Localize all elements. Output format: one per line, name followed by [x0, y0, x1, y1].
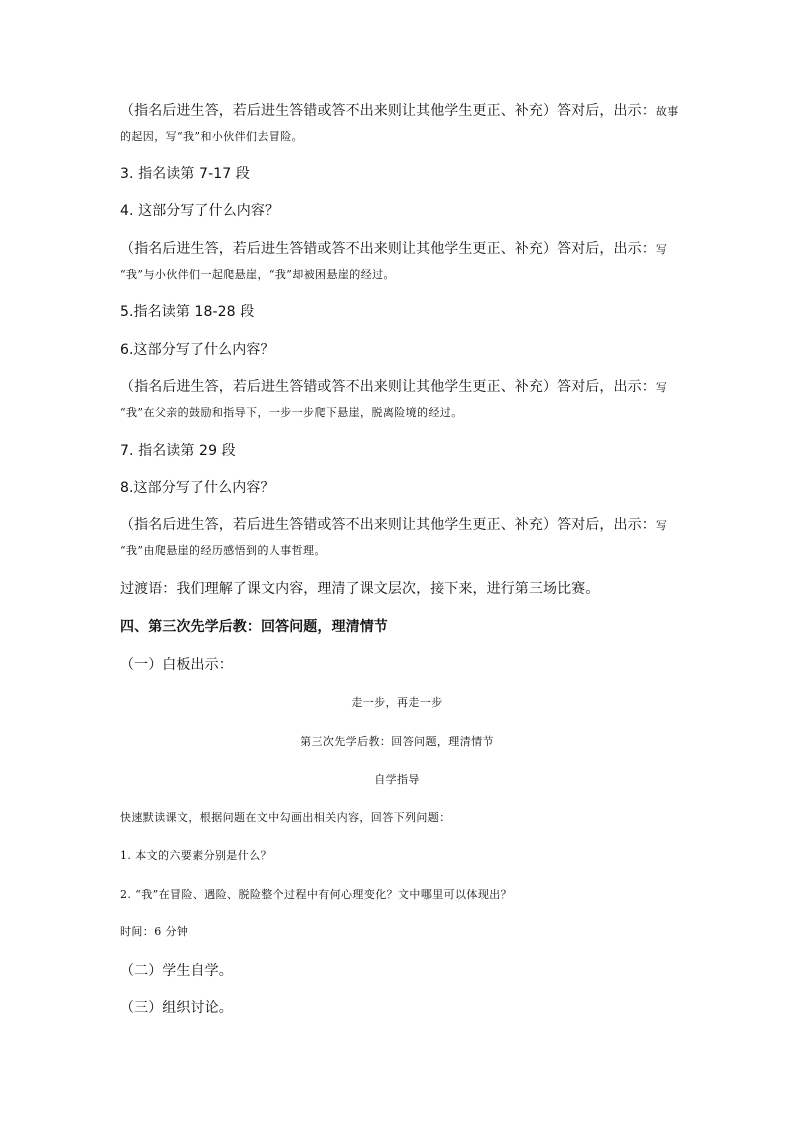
- item-4: 4. 这部分写了什么内容？: [120, 203, 280, 219]
- paragraph-line: [120, 515, 667, 535]
- paragraph-text: （指名后进生答，若后进生答错或答不出来则让其他学生更正、补充）答对后，出示：: [120, 241, 656, 257]
- subsection-3: （三）组织讨论。: [120, 1000, 233, 1016]
- paragraph-text: （指名后进生答，若后进生答错或答不出来则让其他学生更正、补充）答对后，出示：: [120, 517, 656, 533]
- board-question-2: 2. “我”在冒险、遇险、脱险整个过程中有何心理变化？文中哪里可以体现出？: [120, 888, 513, 901]
- item-6: 6.这部分写了什么内容？: [120, 342, 275, 358]
- board-guide: 自学指导: [374, 773, 420, 786]
- section-4-heading: 四、第三次先学后教：回答问题，理清情节: [120, 619, 388, 635]
- answer-text: “我”与小伙伴们一起爬悬崖，“我”却被困悬崖的经过。: [120, 268, 395, 281]
- transition-text: 过渡语：我们理解了课文内容，理清了课文层次，接下来，进行第三场比赛。: [120, 581, 600, 597]
- answer-text: “我”由爬悬崖的经历感悟到的人事哲理。: [120, 544, 326, 557]
- answer-text: 的起因，写“我”和小伙伴们去冒险。: [120, 130, 304, 143]
- item-3: 3. 指名读第 7-17 段: [120, 166, 250, 182]
- board-question-1: 1. 本文的六要素分别是什么？: [120, 849, 272, 862]
- answer-text: 写: [655, 519, 668, 532]
- board-subtitle: 第三次先学后教：回答问题，理清情节: [300, 735, 494, 748]
- board-time: 时间：6 分钟: [120, 925, 189, 938]
- item-8: 8.这部分写了什么内容？: [120, 480, 275, 496]
- item-7: 7. 指名读第 29 段: [120, 443, 236, 459]
- answer-text: 写: [655, 243, 668, 256]
- paragraph-text: （指名后进生答，若后进生答错或答不出来则让其他学生更正、补充）答对后，出示：: [120, 103, 656, 119]
- answer-text: “我”在父亲的鼓励和指导下，一步一步爬下悬崖，脱离险境的经过。: [120, 406, 463, 419]
- board-title: 走一步，再走一步: [351, 696, 443, 709]
- answer-text: 故事: [655, 105, 679, 118]
- answer-text: 写: [655, 381, 668, 394]
- item-5: 5.指名读第 18-28 段: [120, 304, 255, 320]
- paragraph-text: （指名后进生答，若后进生答错或答不出来则让其他学生更正、补充）答对后，出示：: [120, 379, 656, 395]
- subsection-1: （一）白板出示：: [120, 657, 233, 673]
- subsection-2: （二）学生自学。: [120, 963, 233, 979]
- board-instruction: 快速默读课文，根据问题在文中勾画出相关内容，回答下列问题：: [120, 811, 451, 824]
